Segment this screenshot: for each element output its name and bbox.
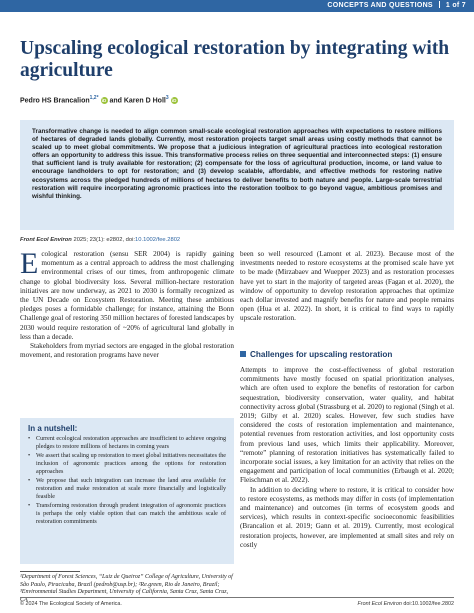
left-column (20, 247, 234, 360)
article-title: Upscaling ecological restoration by integrating with agriculture (20, 38, 450, 81)
orcid-icon[interactable]: iD (101, 98, 107, 104)
footer-doi: doi:10.1002/fee.2802 (401, 601, 454, 607)
author-2[interactable]: Karen D Holl (123, 97, 166, 105)
nutshell-list (28, 436, 226, 527)
orcid-icon[interactable]: iD (171, 98, 177, 104)
citation-journal: Front Ecol Environ (20, 237, 72, 243)
author-1-affiliation: 1,2* (89, 95, 99, 101)
right-column-top (240, 250, 454, 324)
footer-journal: Front Ecol Environ (357, 601, 402, 607)
citation-details: 2025; 23(1): e2802, doi: (71, 237, 136, 243)
nutshell-box (20, 418, 234, 564)
abstract-box (20, 120, 454, 230)
author-2-affiliation: 3 (165, 95, 169, 101)
section-label: CONCEPTS AND QUESTIONS (327, 2, 433, 9)
footer-divider (20, 597, 454, 598)
drop-cap: E (20, 247, 39, 280)
right-paragraph-1: been so well resourced (Lamont et al. 2023). Because most of the investments needed to restore ecosystems at the promised scale have yet to be made (Mirzabaev and Wuepper 2023) and as restoration processes have yet to start in the majority of targeted areas (Fagan et al. 2020), the window of opportunity to develop restoration approaches that optimize each dollar invested and magnify benefits for nature and people remains open (Hua et al. 2022). In short, it is critical to find ways to rapidly upscale restoration. (240, 250, 454, 323)
citation-doi-link[interactable]: 10.1002/fee.2802 (135, 237, 181, 243)
nutshell-item: • We propose that such integration can increase the land area available for restoration and make restoration at scale more financially and logistically feasible (28, 478, 226, 502)
section-heading-text: Challenges for upscaling restoration (250, 350, 393, 359)
nutshell-item: • Current ecological restoration approaches are insufficient to achieve ongoing pledges to restore millions of hectares in coming years (28, 436, 226, 452)
paragraph-2: Stakeholders from myriad sectors are engaged in the global restoration movement, and restoration programs have never (20, 342, 234, 360)
intro-text: cological restoration (sensu SER 2004) is rapidly gaining momentum as a central approach to address the most challenging environmental crises of our times, from anthropogenic climate change to global biodiversity loss. Several million-hectare restoration initiatives are now underway, as 2021 to 2030 is formally recognized as the UN Decade on Ecosystem Restoration. Meeting these ambitious pledges poses a formidable challenge; for instance, attaining the Bonn Challenge goal of restoring 350 million hectares of forested landscapes by 2030 would require restoration of ~20% of agricultural land globally in less than a decade. (20, 250, 234, 341)
page-number: 1 of 7 (445, 2, 466, 9)
section-heading (240, 350, 392, 359)
nutshell-item: • Transforming restoration through prudent integration of agronomic practices is perhaps the only viable option that can match the ambitious scale of restoration commitments (28, 503, 226, 527)
right-column-bottom (240, 366, 454, 550)
author-line (20, 95, 178, 104)
intro-paragraph (20, 247, 234, 342)
footer-journal-info (358, 601, 455, 607)
section-square-icon (240, 351, 246, 357)
author-conjunction: and (107, 97, 124, 105)
header-divider (439, 1, 440, 8)
nutshell-item: • We assert that scaling up restoration to meet global initiatives necessitates the inclusion of agronomic practices among the options for restoration approaches (28, 453, 226, 477)
right-paragraph-2: Attempts to improve the cost-effectiveness of global restoration commitments have mostly focused on spatial prioritization analyses, which are often used to explore the benefits of restoration for carbon sequestration, biodiversity conservation, water quality, and habitat connectivity across global (Strassburg et al. 2020) to regional (Singh et al. 2019; Gilby et al. 2020) scales. However, few such studies have considered the costs of restoration implementation and maintenance, potential revenues from restoration activities, and lost opportunity costs from previous land uses, which limits their applicability. Moreover, “remote” planning of restoration initiatives has systematically failed to incorporate social issues, a key limitation for an activity that relies on the engagement and participation of local communities (Erbaugh et al. 2020; Fleischman et al. 2022). (240, 366, 454, 485)
header-text (327, 1, 466, 9)
right-paragraph-3: In addition to deciding where to restore, it is critical to consider how to restore ecosystems, as methods may differ in costs (of implementation and maintenance) and outcomes (in terms of ecosystem goods and services), which results in context-specific socioeconomic feasibilities (Brancalion et al. 2019; Gann et al. 2019). Currently, most ecological restoration projects, however, are implemented at small sites and rely on costly (240, 485, 454, 549)
header-bar (0, 0, 474, 12)
citation-line (20, 237, 180, 243)
nutshell-heading: In a nutshell: (28, 424, 78, 433)
affiliations-footnote: ¹Department of Forest Sciences, “Luiz de Queiroz” College of Agriculture, University of São Paulo, Piracicaba, Brazil (pedrob@usp.br); ²Re.green, Rio de Janeiro, Brazil; ³Environmental Studies Department, University of California, Santa Cruz, Santa Cruz, CA (20, 574, 233, 603)
footnote-divider (20, 571, 80, 572)
author-1[interactable]: Pedro HS Brancalion (20, 97, 90, 105)
abstract-text: Transformative change is needed to align common small-scale ecological restoration approaches with expectations to restore millions of hectares of degraded lands globally. Currently, most restoration projects target small areas using costly methods that cannot be scaled up to meet global commitments. We propose that a judicious integration of agricultural practices into ecological restoration offers an opportunity to address this issue. This transformative process relies on three sequential and interconnected steps: (1) ensure that sufficient land is truly available for restoration; (2) compensate for the loss of agricultural production, income, or land value to encourage landholders to opt for restoration; and (3) develop scalable, affordable, and effective methods for restoring native ecosystems across the pledged hundreds of millions of hectares to deliver benefits to both nature and people. Large-scale terrestrial restoration will require incorporating agronomic practices into the restoration toolbox to go beyond vague, ambitious promises and wishful thinking. (32, 128, 442, 200)
copyright: © 2024 The Ecological Society of America. (20, 601, 122, 607)
